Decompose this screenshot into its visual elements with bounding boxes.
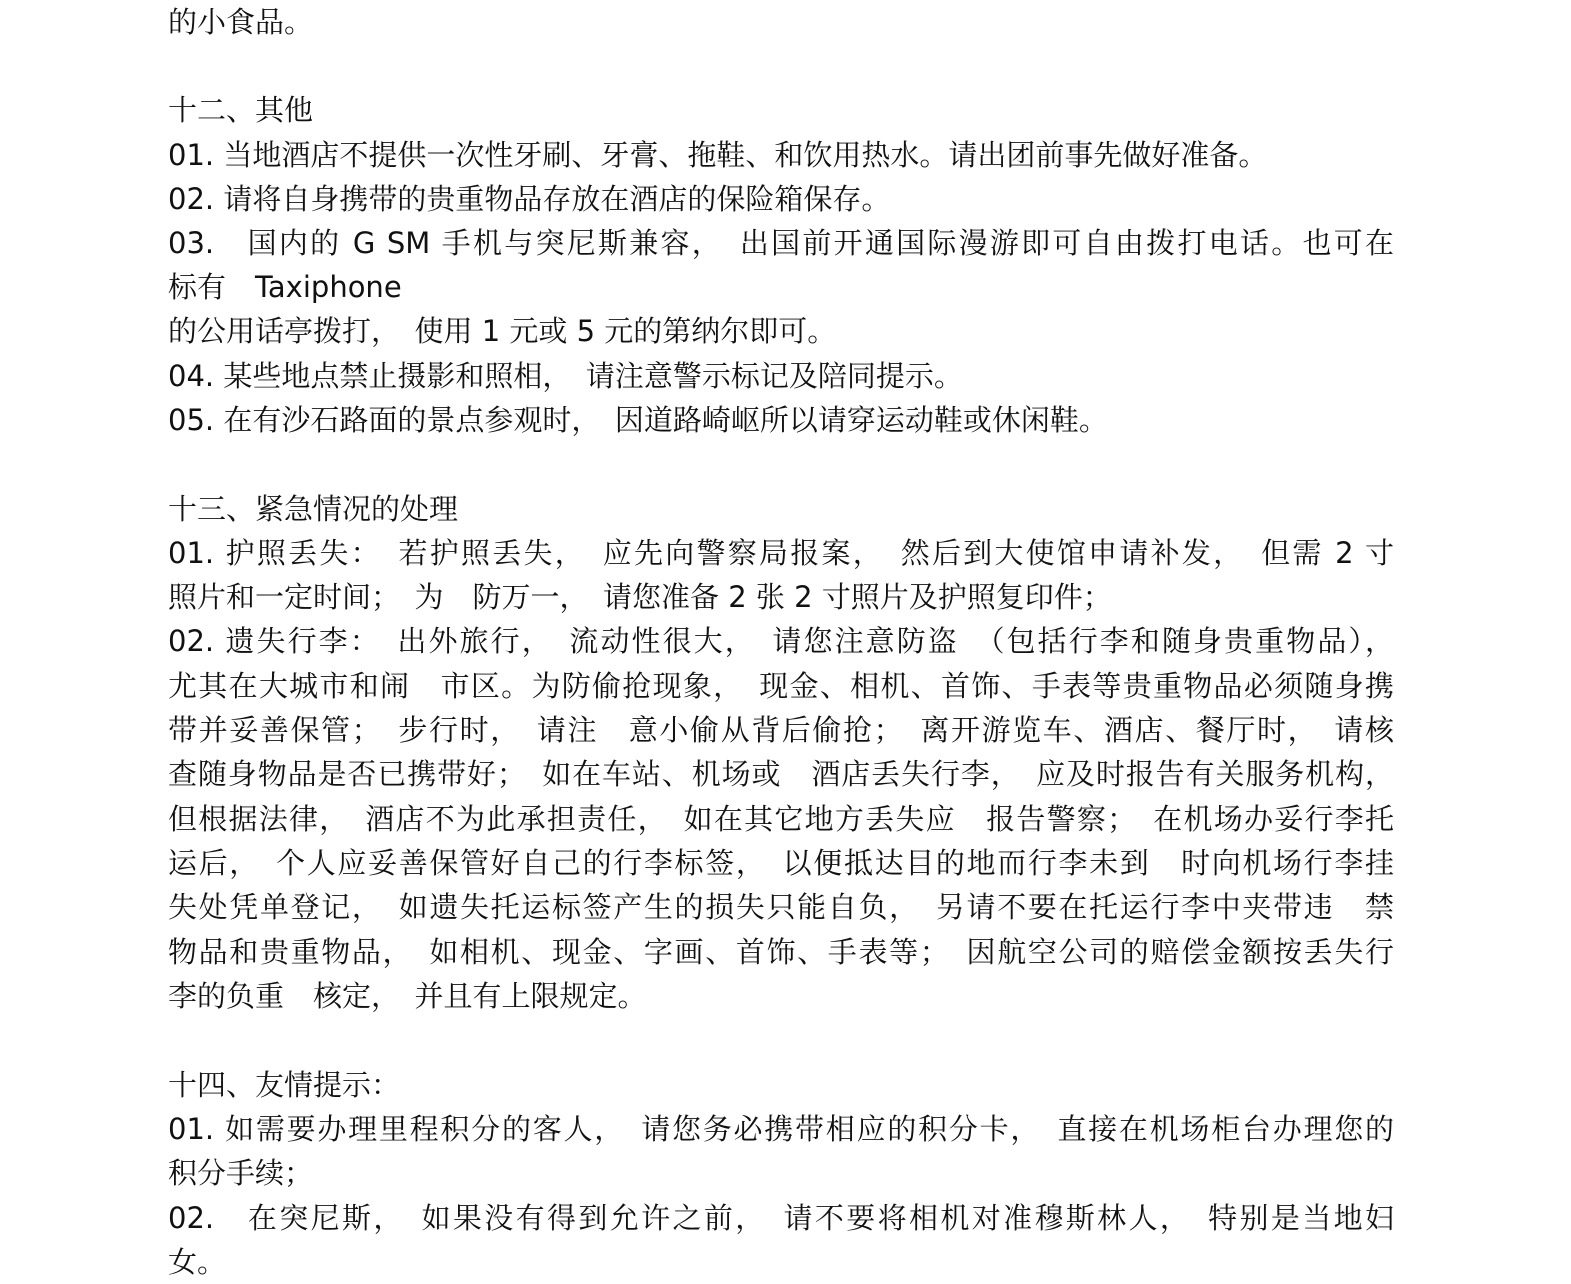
- text-line: 照片和一定时间； 为 防万一， 请您准备 2 张 2 寸照片及护照复印件；: [168, 580, 1112, 614]
- text-line: 03. 国内的 G SM 手机与突尼斯兼容， 出国前开通国际漫游即可自由拨打电话。也可在: [168, 226, 1394, 260]
- section-heading-tips: 十四、友情提示：: [168, 1068, 401, 1102]
- section-heading-other: 十二、其他: [168, 93, 314, 127]
- text-line: 02. 遗失行李： 出外旅行， 流动性很大， 请您注意防盗 （包括行李和随身贵重物品），: [168, 624, 1394, 658]
- document-page: [168, 0, 1394, 1279]
- text-line: 02. 请将自身携带的贵重物品存放在酒店的保险箱保存。: [168, 182, 891, 216]
- text-line: 04. 某些地点禁止摄影和照相， 请注意警示标记及陪同提示。: [168, 359, 963, 393]
- text-line: 01. 如需要办理里程积分的客人， 请您务必携带相应的积分卡， 直接在机场柜台办理您的: [168, 1112, 1394, 1146]
- text-line: 02. 在突尼斯， 如果没有得到允许之前， 请不要将相机对准穆斯林人， 特别是当地妇: [168, 1201, 1394, 1235]
- text-line: 积分手续；: [168, 1156, 314, 1190]
- text-line: 李的负重 核定， 并且有上限规定。: [168, 979, 647, 1013]
- text-line: 运后， 个人应妥善保管好自己的行李标签， 以便抵达目的地而行李未到 时向机场行李挂: [168, 846, 1394, 880]
- section-heading-emergency: 十三、紧急情况的处理: [168, 492, 459, 526]
- text-line: 01. 当地酒店不提供一次性牙刷、牙膏、拖鞋、和饮用热水。请出团前事先做好准备。: [168, 138, 1268, 172]
- text-line: 物品和贵重物品， 如相机、现金、字画、首饰、手表等； 因航空公司的赔偿金额按丢失行: [168, 935, 1394, 969]
- text-line: 的公用话亭拨打， 使用 1 元或 5 元的第纳尔即可。: [168, 314, 837, 348]
- text-line: 失处凭单登记， 如遗失托运标签产生的损失只能自负， 另请不要在托运行李中夹带违 禁: [168, 890, 1394, 924]
- text-line: 带并妥善保管； 步行时， 请注 意小偷从背后偷抢； 离开游览车、酒店、餐厅时， 请核: [168, 713, 1394, 747]
- text-line: 05. 在有沙石路面的景点参观时， 因道路崎岖所以请穿运动鞋或休闲鞋。: [168, 403, 1108, 437]
- text-line: 标有 Taxiphone: [168, 270, 402, 304]
- text-line: 的小食品。: [168, 5, 314, 39]
- text-line: 01. 护照丢失： 若护照丢失， 应先向警察局报案， 然后到大使馆申请补发， 但需 2 寸: [168, 536, 1394, 570]
- text-line: 尤其在大城市和闹 市区。为防偷抢现象， 现金、相机、首饰、手表等贵重物品必须随身携: [168, 669, 1394, 703]
- text-line: 女。: [168, 1245, 227, 1279]
- text-line: 查随身物品是否已携带好； 如在车站、机场或 酒店丢失行李， 应及时报告有关服务机构，: [168, 757, 1394, 791]
- text-line: 但根据法律， 酒店不为此承担责任， 如在其它地方丢失应 报告警察； 在机场办妥行李托: [168, 802, 1394, 836]
